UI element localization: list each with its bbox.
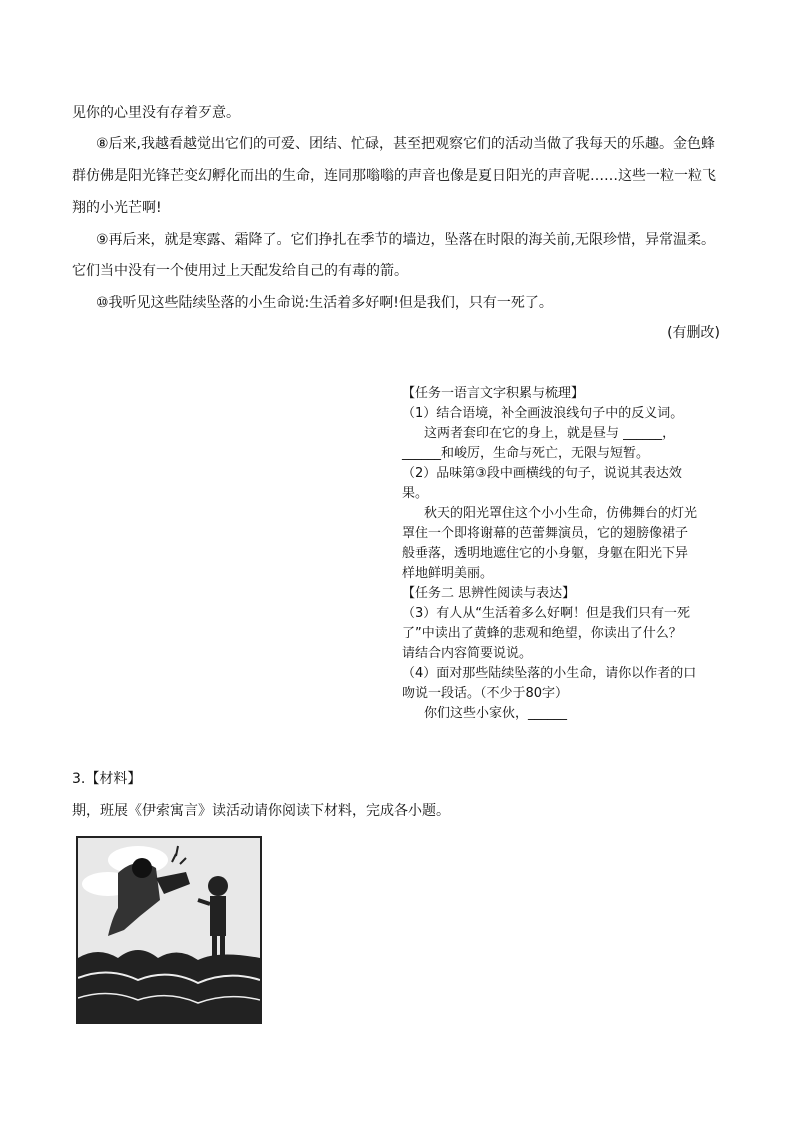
question-1-text: ______和峻厉，生命与死亡，无限与短暂。 xyxy=(402,446,650,461)
question-3: 了”中读出了黄蜂的悲观和绝望，你读出了什么？ xyxy=(402,626,682,641)
question-4: 吻说一段话。（不少于80字） xyxy=(402,686,569,701)
passage-line: 翔的小光芒啊! xyxy=(72,200,162,216)
passage-line: 群仿佛是阳光锋芒变幻孵化而出的生命，连同那嗡嗡的声音也像是夏日阳光的声音呢……这些一粒一粒飞 xyxy=(72,168,716,184)
question-2-quote: 样地鲜明美丽。 xyxy=(402,566,494,581)
passage-line: 见你的心里没有存着歹意。 xyxy=(72,105,240,121)
question-2-quote: 般垂落，透明地遮住它的小身躯，身躯在阳光下异 xyxy=(402,546,689,561)
task-heading-1: 【任务一语言文字积累与梳理】 xyxy=(402,386,585,401)
passage-line: ⑧后来,我越看越觉出它们的可爱、团结、忙碌，甚至把观察它们的活动当做了我每天的乐趣。金色蜂 xyxy=(96,136,715,152)
passage-line: ⑩我听见这些陆续坠落的小生命说:生活着多好啊!但是我们，只有一死了。 xyxy=(96,295,553,311)
question-3: 请结合内容简要说说。 xyxy=(402,646,533,661)
question-4: （4）面对那些陆续坠落的小生命，请你以作者的口 xyxy=(402,666,697,681)
question-2: 果。 xyxy=(402,486,429,501)
question-2-quote: 秋天的阳光罩住这个小小生命，仿佛舞台的灯光 xyxy=(424,506,698,521)
question-1-text: 这两者套印在它的身上，就是昼与 ______， xyxy=(424,426,676,441)
question-3: （3）有人从“生活着多么好啊！但是我们只有一死 xyxy=(402,606,691,621)
question-3-intro: 期，班展《伊索寓言》读活动请你阅读下材料，完成各小题。 xyxy=(72,803,450,819)
passage-line: 它们当中没有一个使用过上天配发给自己的有毒的箭。 xyxy=(72,263,408,279)
task-heading-2: 【任务二 思辨性阅读与表达】 xyxy=(402,586,576,601)
illustration xyxy=(76,836,262,1024)
question-1: （1）结合语境，补全画波浪线句子中的反义词。 xyxy=(402,406,684,421)
question-4-answer: 你们这些小家伙，______ xyxy=(424,706,568,721)
passage-line: ⑨再后来，就是寒露、霜降了。它们挣扎在季节的墙边，坠落在时限的海关前,无限珍惜，异常温柔。 xyxy=(96,232,715,248)
source-note: (有删改) xyxy=(667,325,720,341)
question-2: （2）品味第③段中画横线的句子，说说其表达效 xyxy=(402,466,682,481)
task-block xyxy=(402,384,722,724)
question-3-header: 3.【材料】 xyxy=(72,771,142,787)
question-2-quote: 罩住一个即将谢幕的芭蕾舞演员，它的翅膀像裙子 xyxy=(402,526,689,541)
illustration-svg xyxy=(78,838,260,1022)
